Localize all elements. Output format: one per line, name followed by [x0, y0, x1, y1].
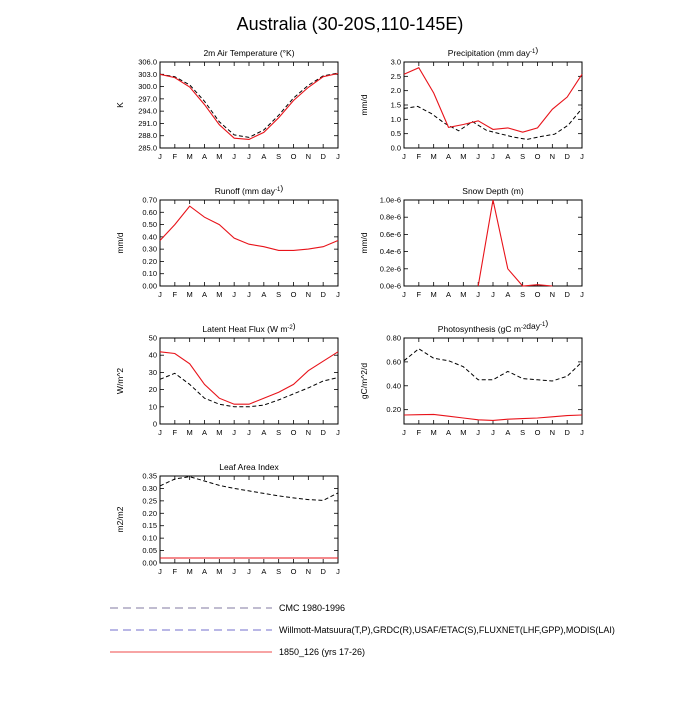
x-tick-label: M [186, 428, 193, 437]
x-tick-label: F [416, 428, 422, 437]
x-tick-label: F [416, 152, 422, 161]
plot-frame [160, 476, 338, 563]
x-tick-label: A [201, 428, 208, 437]
y-tick-label: 0.60 [142, 207, 157, 217]
x-tick-label: A [505, 152, 511, 161]
y-tick-label: 0 [152, 419, 157, 429]
y-tick-label: 0.40 [386, 381, 401, 391]
y-tick-label: 0.5 [390, 129, 401, 139]
x-tick-label: O [534, 290, 541, 299]
panel-gpp [359, 318, 584, 437]
x-tick-label: J [232, 567, 237, 576]
panel-title: 2m Air Temperature (°K) [203, 48, 295, 58]
panel-title: Latent Heat Flux (W $m^{-2}$) [202, 321, 296, 334]
x-tick-label: A [445, 152, 452, 161]
x-tick-label: M [430, 428, 437, 437]
panel-title: Snow Depth (m) [462, 186, 524, 196]
x-tick-label: A [261, 567, 267, 576]
y-tick-label: 288.0 [138, 131, 157, 141]
y-tick-label: 291.0 [138, 118, 157, 128]
x-tick-label: O [290, 428, 297, 437]
y-tick-label: 0.00 [142, 558, 157, 568]
x-tick-label: M [216, 290, 223, 299]
legend-label-cmc: CMC 1980-1996 [279, 603, 346, 613]
x-tick-label: M [186, 152, 193, 161]
panel-lhf [115, 321, 340, 437]
y-tick-label: 0.0e-6 [379, 281, 401, 291]
x-tick-label: N [305, 567, 312, 576]
x-tick-label: A [201, 152, 208, 161]
x-tick-label: N [305, 428, 312, 437]
y-tick-label: 50 [148, 333, 157, 343]
y-tick-label: 0.0 [390, 143, 401, 153]
series-line-model [404, 414, 582, 420]
y-tick-label: 0.8e-6 [379, 212, 401, 222]
y-tick-label: 3.0 [390, 57, 401, 67]
x-tick-label: A [505, 428, 511, 437]
x-tick-label: J [476, 152, 481, 161]
x-tick-label: D [564, 428, 570, 437]
x-tick-label: S [520, 428, 526, 437]
legend-item-cmc [110, 603, 345, 613]
y-tick-label: 297.0 [138, 94, 157, 104]
y-tick-label: 2.5 [390, 71, 401, 81]
x-tick-label: D [320, 428, 326, 437]
y-tick-label: 0.6e-6 [379, 229, 401, 239]
x-tick-label: M [216, 567, 223, 576]
y-axis-label: gC/m^2/d [359, 362, 369, 400]
y-tick-label: 10 [148, 402, 157, 412]
y-tick-label: 40 [148, 350, 157, 360]
x-tick-label: D [320, 567, 326, 576]
x-tick-label: J [402, 290, 406, 299]
y-tick-label: 1.0e-6 [379, 195, 401, 205]
y-tick-label: 0.50 [142, 220, 157, 230]
panel-title: Precipitation (mm day$^{-1}$) [447, 45, 539, 58]
x-tick-label: A [201, 567, 208, 576]
y-axis-label: m2/m2 [115, 506, 125, 533]
series-line-obs [160, 73, 338, 137]
x-tick-label: F [172, 152, 178, 161]
x-tick-label: A [505, 290, 511, 299]
x-tick-label: D [564, 152, 570, 161]
panel-snow [359, 186, 584, 299]
panel-runoff [115, 183, 340, 299]
x-tick-label: J [247, 290, 251, 299]
panel-title: Leaf Area Index [219, 462, 279, 472]
x-tick-label: J [247, 428, 251, 437]
x-tick-label: M [460, 428, 467, 437]
series-line-model [478, 200, 552, 286]
plot-frame [404, 62, 582, 148]
x-tick-label: S [276, 567, 282, 576]
plot-frame [404, 338, 582, 424]
x-tick-label: S [520, 152, 526, 161]
x-tick-label: M [460, 152, 467, 161]
x-tick-label: J [158, 567, 162, 576]
legend-label-model: 1850_126 (yrs 17-26) [279, 647, 366, 657]
x-tick-label: D [564, 290, 570, 299]
panel-temp [115, 48, 340, 161]
x-tick-label: M [186, 290, 193, 299]
x-tick-label: J [476, 290, 481, 299]
panel-lai [115, 462, 340, 576]
x-tick-label: J [158, 290, 162, 299]
x-tick-label: J [580, 290, 584, 299]
x-tick-label: A [445, 290, 452, 299]
x-tick-label: F [172, 567, 178, 576]
x-tick-label: M [430, 152, 437, 161]
x-tick-label: J [580, 152, 584, 161]
series-line-obs [160, 477, 338, 501]
x-tick-label: F [172, 290, 178, 299]
x-tick-label: J [232, 428, 237, 437]
x-tick-label: J [336, 290, 340, 299]
x-tick-label: N [549, 152, 556, 161]
x-tick-label: M [430, 290, 437, 299]
y-tick-label: 0.00 [142, 281, 157, 291]
x-tick-label: J [491, 152, 495, 161]
y-tick-label: 0.20 [142, 256, 157, 266]
y-tick-label: 0.15 [142, 521, 157, 531]
x-tick-label: M [460, 290, 467, 299]
x-tick-label: J [476, 428, 481, 437]
y-tick-label: 0.70 [142, 195, 157, 205]
x-tick-label: O [534, 428, 541, 437]
y-axis-label: mm/d [359, 94, 369, 116]
x-tick-label: N [549, 428, 556, 437]
figure-title: Australia (30-20S,110-145E) [236, 14, 464, 34]
x-tick-label: J [158, 428, 162, 437]
y-tick-label: 294.0 [138, 106, 157, 116]
plot-frame [404, 200, 582, 286]
x-tick-label: S [276, 428, 282, 437]
x-tick-label: F [172, 428, 178, 437]
series-line-obs [160, 373, 338, 407]
y-tick-label: 0.10 [142, 533, 157, 543]
y-tick-label: 0.05 [142, 546, 157, 556]
x-tick-label: S [276, 290, 282, 299]
x-tick-label: O [290, 290, 297, 299]
x-tick-label: A [445, 428, 452, 437]
x-tick-label: N [549, 290, 556, 299]
y-axis-label: mm/d [115, 232, 125, 254]
x-tick-label: J [336, 152, 340, 161]
y-tick-label: 0.20 [386, 405, 401, 415]
y-tick-label: 20 [148, 385, 157, 395]
x-tick-label: J [491, 428, 495, 437]
y-tick-label: 2.0 [390, 86, 401, 96]
x-tick-label: J [336, 567, 340, 576]
x-tick-label: M [216, 428, 223, 437]
legend-item-observations [110, 625, 615, 635]
y-tick-label: 285.0 [138, 143, 157, 153]
y-tick-label: 30 [148, 367, 157, 377]
x-tick-label: S [520, 290, 526, 299]
x-tick-label: A [261, 152, 267, 161]
panel-title: Photosynthesis (gC $m^{-2}day^{-1}$) [437, 318, 549, 334]
plot-frame [160, 338, 338, 424]
x-tick-label: D [320, 290, 326, 299]
x-tick-label: A [201, 290, 208, 299]
x-tick-label: J [336, 428, 340, 437]
y-tick-label: 0.20 [142, 508, 157, 518]
x-tick-label: J [402, 152, 406, 161]
y-tick-label: 1.0 [390, 114, 401, 124]
x-tick-label: D [320, 152, 326, 161]
legend [110, 603, 615, 657]
x-tick-label: F [416, 290, 422, 299]
series-line-obs [404, 349, 582, 381]
y-tick-label: 306.0 [138, 57, 157, 67]
panels [115, 45, 584, 576]
legend-item-model [110, 647, 365, 657]
panel-precip [359, 45, 584, 161]
y-tick-label: 0.30 [142, 244, 157, 254]
plot-frame [160, 62, 338, 148]
y-tick-label: 0.2e-6 [379, 264, 401, 274]
series-line-model [160, 352, 338, 404]
x-tick-label: J [158, 152, 162, 161]
x-tick-label: J [491, 290, 495, 299]
series-line-model [404, 68, 582, 133]
y-axis-label: mm/d [359, 232, 369, 254]
x-tick-label: J [402, 428, 406, 437]
y-tick-label: 1.5 [390, 100, 401, 110]
y-tick-label: 0.25 [142, 496, 157, 506]
y-tick-label: 0.30 [142, 483, 157, 493]
x-tick-label: J [247, 152, 251, 161]
x-tick-label: M [216, 152, 223, 161]
y-tick-label: 0.80 [386, 333, 401, 343]
x-tick-label: M [186, 567, 193, 576]
x-tick-label: N [305, 152, 312, 161]
series-line-obs [404, 106, 582, 139]
y-tick-label: 300.0 [138, 82, 157, 92]
x-tick-label: A [261, 428, 267, 437]
y-tick-label: 0.60 [386, 357, 401, 367]
y-axis-label: K [115, 102, 125, 108]
x-tick-label: J [232, 152, 237, 161]
y-tick-label: 303.0 [138, 69, 157, 79]
series-line-model [160, 206, 338, 250]
x-tick-label: O [290, 567, 297, 576]
x-tick-label: J [247, 567, 251, 576]
x-tick-label: J [232, 290, 237, 299]
y-tick-label: 0.10 [142, 269, 157, 279]
y-tick-label: 0.40 [142, 232, 157, 242]
x-tick-label: J [580, 428, 584, 437]
plot-frame [160, 200, 338, 286]
y-axis-label: W/m^2 [115, 367, 125, 395]
y-tick-label: 0.35 [142, 471, 157, 481]
x-tick-label: S [276, 152, 282, 161]
x-tick-label: O [290, 152, 297, 161]
x-tick-label: O [534, 152, 541, 161]
x-tick-label: A [261, 290, 267, 299]
legend-label-observations: Willmott-Matsuura(T,P),GRDC(R),USAF/ETAC(S),FLUXNET(LHF,GPP),MODIS(LAI) [279, 625, 615, 635]
y-tick-label: 0.4e-6 [379, 247, 401, 257]
x-tick-label: N [305, 290, 312, 299]
panel-title: Runoff (mm day$^{-1}$) [214, 183, 284, 196]
